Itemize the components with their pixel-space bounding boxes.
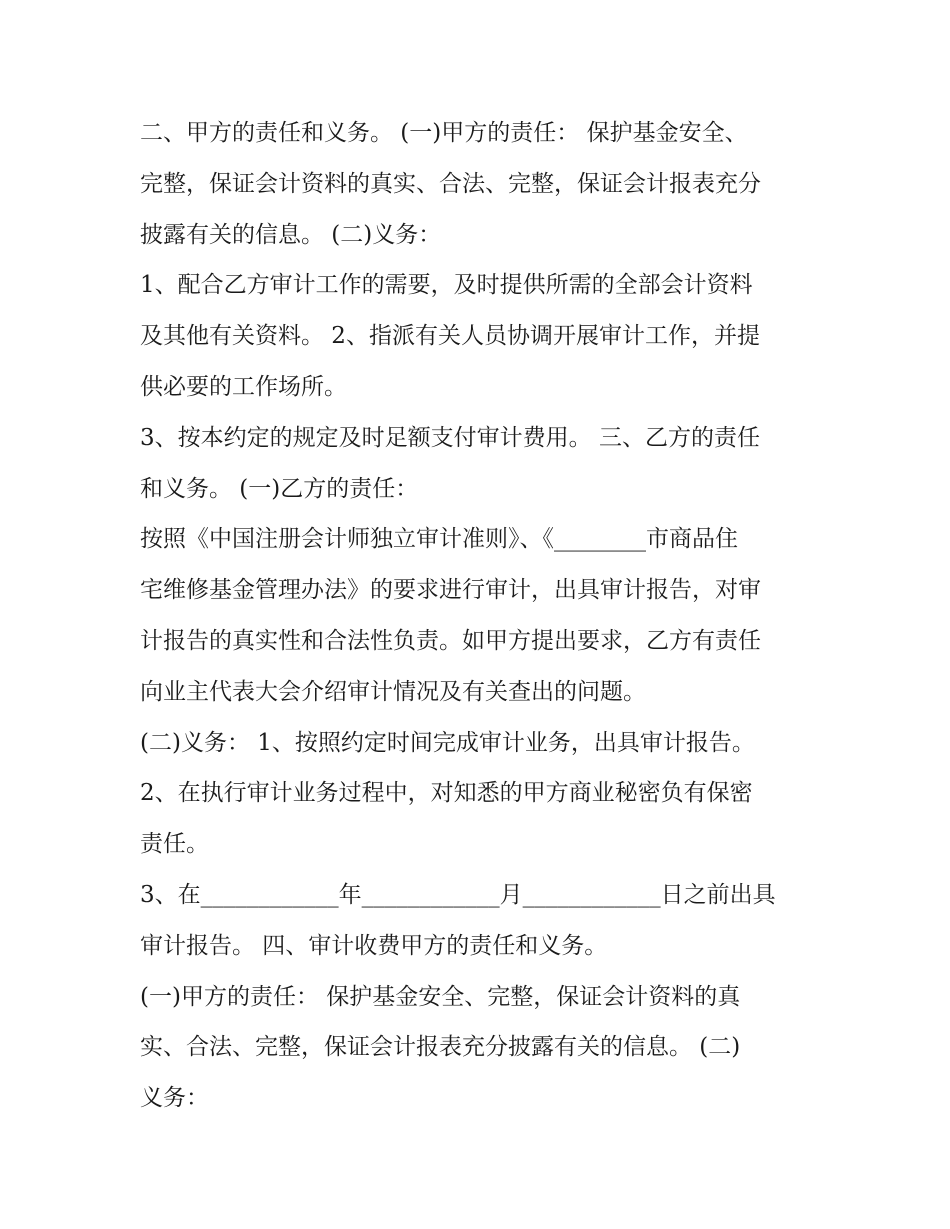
text-line: 二、甲方的责任和义务。 (一)甲方的责任： 保护基金安全、: [140, 120, 748, 146]
text-line: 2、在执行审计业务过程中，对知悉的甲方商业秘密负有保密: [140, 780, 753, 807]
text-line: 供必要的工作场所。: [140, 373, 347, 400]
text-line: 实、合法、完整，保证会计报表充分披露有关的信息。 (二): [140, 1034, 741, 1061]
document-body: [140, 108, 830, 1124]
text-line: 计报告的真实性和合法性负责。如甲方提出要求，乙方有责任: [140, 627, 761, 654]
text-line: 责任。: [140, 831, 209, 858]
text-line: 3、在____________年____________月____________日之前出具: [140, 881, 776, 908]
text-line: 审计报告。 四、审计收费甲方的责任和义务。: [140, 932, 608, 959]
text-line: 按照《中国注册会计师独立审计准则》、《________市商品住: [140, 526, 738, 553]
text-line: 披露有关的信息。 (二)义务：: [140, 221, 442, 248]
text-line: (二)义务： 1、按照约定时间完成审计业务，出具审计报告。: [140, 729, 755, 756]
text-line: 完整，保证会计资料的真实、合法、完整，保证会计报表充分: [140, 170, 761, 197]
text-line: (一)甲方的责任： 保护基金安全、完整，保证会计资料的真: [140, 983, 741, 1010]
text-line: 宅维修基金管理办法》的要求进行审计，出具审计报告，对审: [140, 577, 761, 604]
text-line: 3、按本约定的规定及时足额支付审计费用。 三、乙方的责任: [140, 424, 760, 451]
text-line: 义务：: [140, 1085, 209, 1112]
text-line: 1、配合乙方审计工作的需要，及时提供所需的全部会计资料: [140, 272, 753, 299]
text-line: 和义务。 (一)乙方的责任：: [140, 475, 419, 502]
text-line: 向业主代表大会介绍审计情况及有关查出的问题。: [140, 678, 646, 705]
text-line: 及其他有关资料。 2、指派有关人员协调开展审计工作，并提: [140, 323, 760, 350]
